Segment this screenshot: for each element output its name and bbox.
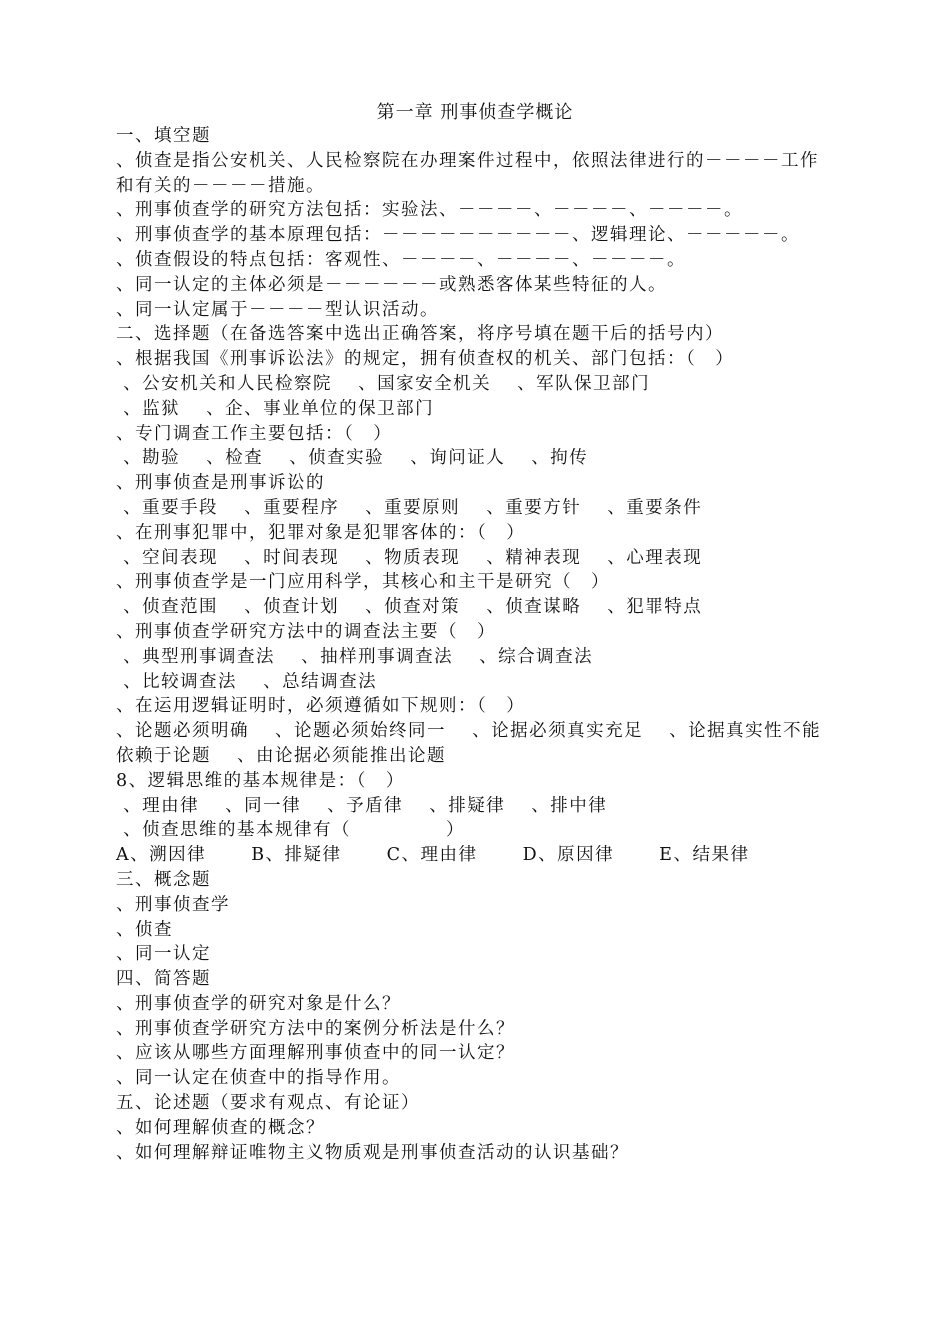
question-text: 、刑事侦查学是一门应用科学，其核心和主干是研究（ ） bbox=[116, 572, 610, 593]
question-text: 、如何理解侦查的概念？ bbox=[116, 1117, 325, 1138]
answer-options: 、监狱 、企、事业单位的保卫部门 bbox=[116, 398, 435, 419]
answer-options: 、勘验 、检查 、侦查实验 、询问证人 、拘传 bbox=[116, 448, 589, 469]
question-text: 、刑事侦查学的研究对象是什么？ bbox=[116, 993, 401, 1014]
question-text: 、同一认定的主体必须是－－－－－－或熟悉客体某些特征的人。 bbox=[116, 274, 667, 295]
question-text: 、刑事侦查学的基本原理包括：－－－－－－－－－－、逻辑理论、－－－－－。 bbox=[116, 225, 800, 246]
section-heading-multiple-choice: 二、选择题（在备选答案中选出正确答案，将序号填在题干后的括号内） bbox=[116, 324, 724, 345]
answer-options: 、侦查范围 、侦查计划 、侦查对策 、侦查谋略 、犯罪特点 bbox=[116, 597, 703, 618]
document-body bbox=[116, 124, 836, 1165]
question-text: 、同一认定在侦查中的指导作用。 bbox=[116, 1068, 401, 1089]
section-heading-fill-blank: 一、填空题 bbox=[116, 126, 211, 146]
question-text: 、刑事侦查是刑事诉讼的 bbox=[116, 473, 325, 494]
question-text: 、刑事侦查学的研究方法包括：实验法、－－－－、－－－－、－－－－。 bbox=[116, 200, 743, 221]
answer-options: A、溯因律 B、排疑律 C、理由律 D、原因律 E、结果律 bbox=[116, 845, 750, 866]
answer-options: 、典型刑事调查法 、抽样刑事调查法 、综合调查法 bbox=[116, 646, 594, 667]
chapter-title: 第一章 刑事侦查学概论 bbox=[376, 102, 574, 123]
question-text: 、同一认定 bbox=[116, 944, 211, 965]
question-text: 、侦查 bbox=[116, 919, 173, 940]
question-text: 、刑事侦查学研究方法中的案例分析法是什么？ bbox=[116, 1018, 515, 1039]
question-text: 、在刑事犯罪中，犯罪对象是犯罪客体的：（ ） bbox=[116, 522, 526, 543]
question-text: 、根据我国《刑事诉讼法》的规定，拥有侦查权的机关、部门包括：（ ） bbox=[116, 349, 735, 370]
question-text: 、侦查思维的基本规律有（ ） bbox=[116, 820, 466, 841]
answer-options: 、比较调查法 、总结调查法 bbox=[116, 671, 378, 692]
question-text: 、侦查假设的特点包括：客观性、－－－－、－－－－、－－－－。 bbox=[116, 249, 686, 270]
section-heading-concepts: 三、概念题 bbox=[116, 869, 211, 890]
answer-options: 、论题必须明确 、论题必须始终同一 、论据必须真实充足 、论据真实性不能依赖于论题 、由论据必须能推出论题 bbox=[116, 721, 822, 766]
question-text: 、侦查是指公安机关、人民检察院在办理案件过程中，依照法律进行的－－－－工作和有关的－－－－措施。 bbox=[116, 150, 819, 196]
section-heading-short-answer: 四、简答题 bbox=[116, 969, 211, 990]
question-text: 、同一认定属于－－－－型认识活动。 bbox=[116, 299, 439, 320]
question-text: 8、逻辑思维的基本规律是：（ ） bbox=[116, 770, 405, 791]
question-text: 、应该从哪些方面理解刑事侦查中的同一认定？ bbox=[116, 1043, 515, 1064]
question-text: 、刑事侦查学研究方法中的调查法主要（ ） bbox=[116, 621, 496, 642]
answer-options: 、公安机关和人民检察院 、国家安全机关 、军队保卫部门 bbox=[116, 373, 651, 394]
question-text: 、在运用逻辑证明时，必须遵循如下规则：（ ） bbox=[116, 696, 526, 717]
answer-options: 、空间表现 、时间表现 、物质表现 、精神表现 、心理表现 bbox=[116, 547, 703, 568]
question-text: 、专门调查工作主要包括：（ ） bbox=[116, 423, 393, 444]
question-text: 、刑事侦查学 bbox=[116, 894, 230, 915]
section-heading-essay: 五、论述题（要求有观点、有论证） bbox=[116, 1093, 420, 1114]
question-text: 、如何理解辩证唯物主义物质观是刑事侦查活动的认识基础？ bbox=[116, 1142, 629, 1163]
answer-options: 、理由律 、同一律 、予盾律 、排疑律 、排中律 bbox=[116, 795, 608, 816]
answer-options: 、重要手段 、重要程序 、重要原则 、重要方针 、重要条件 bbox=[116, 497, 703, 518]
